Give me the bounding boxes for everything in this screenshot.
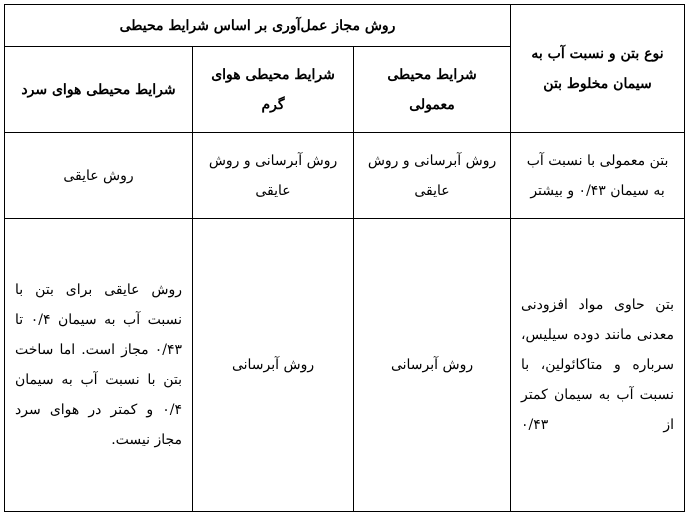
- header-normal-conditions: شرایط محیطی معمولی: [354, 47, 511, 133]
- cell-cold: روش عایقی: [5, 133, 193, 219]
- cell-cold: روش عایقی برای بتن با نسبت آب به سیمان ۰/۴ تا ۰/۴۳ مجاز است. اما ساخت بتن با نسبت آب به سیمان ۰/۴ و کمتر در هوای سرد مجاز نیست.: [5, 219, 193, 512]
- cell-concrete-type: بتن حاوی مواد افزودنی معدنی مانند دوده سیلیس، سرباره و متاکائولین، با نسبت آب به سیمان کمتر از ۰/۴۳: [511, 219, 685, 512]
- cell-normal: روش آبرسانی: [354, 219, 511, 512]
- cell-concrete-type: بتن معمولی با نسبت آب به سیمان ۰/۴۳ و بیشتر: [511, 133, 685, 219]
- cell-hot: روش آبرسانی: [193, 219, 354, 512]
- header-hot-conditions: شرایط محیطی هوای گرم: [193, 47, 354, 133]
- table-row: [5, 219, 685, 512]
- table-row: [5, 133, 685, 219]
- cell-hot: روش آبرسانی و روش عایقی: [193, 133, 354, 219]
- header-concrete-type: نوع بتن و نسبت آب به سیمان مخلوط بتن: [511, 5, 685, 133]
- header-row-group: [5, 5, 685, 47]
- header-curing-method-group: روش مجاز عمل‌آوری بر اساس شرایط محیطی: [5, 5, 511, 47]
- curing-methods-table: [4, 4, 685, 512]
- cell-normal: روش آبرسانی و روش عایقی: [354, 133, 511, 219]
- header-cold-conditions: شرایط محیطی هوای سرد: [5, 47, 193, 133]
